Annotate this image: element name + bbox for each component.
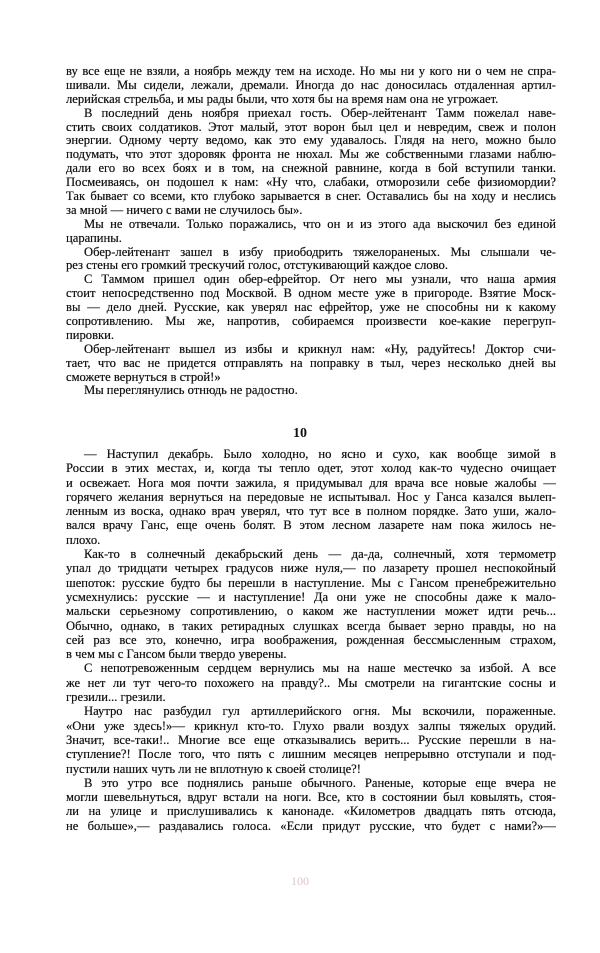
- text-line: пировки.: [66, 328, 115, 342]
- text-line: энергии. Одному черту ведомо, как это ему удавалось. Глядя на него, можно было: [66, 134, 556, 148]
- text-line: шивали. Мы сидели, лежали, дремали. Иногда до нас доносилась отдаленная артил-: [66, 78, 556, 92]
- text-line: Мы переглянулись отнюдь не радостно.: [84, 384, 298, 398]
- text-line: дали его во всех боях и в том, на снежной равнине, когда в бой вступили танки.: [66, 162, 556, 176]
- text-line: подумать, что этот здоровяк фронта не нюхал. Мы же собственными глазами наблю-: [66, 148, 556, 162]
- text-line: ленным из воска, однако врач уверял, что тут все в полном порядке. Зато уши, жало-: [66, 504, 556, 519]
- chapter-number: 10: [293, 426, 307, 441]
- text-line: стить своих солдатиков. Этот малый, этот ворон был цел и невредим, свеж и полон: [66, 120, 556, 134]
- text-line: усмехнулись: русские — и наступление! Да они уже не способны даже к мало-: [66, 589, 556, 604]
- paragraph: [66, 273, 556, 342]
- text-line: рез стены его громкий трескучий голос, отстукивающий каждое слово.: [66, 259, 448, 273]
- text-line: Так бывает со всеми, кто глубоко зарывается в снег. Оставались бы на ходу и неслись: [66, 190, 556, 204]
- text-line: С Таммом пришел один обер-ефрейтор. От него мы узнали, что наша армия: [84, 273, 556, 287]
- text-line: и освежает. Нога моя почти зажила, я придумывал для врача все новые жалобы —: [66, 475, 556, 490]
- paragraph: [66, 246, 556, 274]
- paragraph: [66, 547, 556, 661]
- text-line: Обер-лейтенант зашел в избу приободрить тяжелораненых. Мы слышали че-: [84, 245, 556, 259]
- paragraph: [66, 218, 556, 246]
- text-line: Обычно, однако, в таких ретирадных слушках всегда бывает зерно правды, но на: [66, 618, 556, 633]
- paragraph: [66, 776, 556, 833]
- text-section-1: [66, 65, 556, 398]
- text-line: сможете вернуться в строй!»: [66, 370, 221, 384]
- text-line: В это утро все поднялись раньше обычного. Раненые, которые еще вчера не: [84, 775, 556, 790]
- paragraph: [66, 343, 556, 385]
- text-line: Наутро нас разбудил гул артиллерийского огня. Мы вскочили, пораженные.: [84, 704, 556, 719]
- text-line: Как-то в солнечный декабрьский день — да-да, солнечный, хотя термометр: [84, 547, 556, 562]
- text-line: горячего желания вернуться на передовые не испытывал. Нос у Ганса казался вылеп-: [66, 489, 556, 504]
- text-line: грезили... грезили.: [66, 690, 166, 705]
- paragraph: [66, 384, 556, 398]
- text-line: плохо.: [66, 532, 101, 547]
- text-line: не больше»,— раздавались голоса. «Если придут русские, что будет с нами?»—: [66, 818, 556, 833]
- text-line: лерийская стрельба, и мы рады были, что хотя бы на время нам она не угрожает.: [66, 92, 499, 106]
- text-line: могли шевельнуться, вдруг встали на ноги. Все, кто в состоянии был ковылять, стоя-: [66, 790, 556, 805]
- text-line: Мы не отвечали. Только поражались, что он и из этого ада выскочил без единой: [84, 217, 556, 231]
- text-line: ступление?! После того, что пять с лишним месяцев непрерывно отступали и под-: [66, 747, 556, 762]
- text-line: же нет ли тут чего-то похожего на правду?.. Мы смотрели на гигантские сосны и: [66, 675, 556, 690]
- text-line: тает, что вас не придется отправлять на поправку в тыл, через несколько дней вы: [66, 356, 556, 370]
- text-line: С непотревоженным сердцем вернулись мы на наше местечко за избой. А все: [84, 661, 556, 676]
- text-line: царапины.: [66, 231, 122, 245]
- text-line: России в этих местах, и, когда ты тепло одет, этот холод как-то чудесно очищает: [66, 461, 556, 476]
- text-line: вы — дело дней. Русские, как уверял нас ефрейтор, уже не способны ни к какому: [66, 301, 556, 315]
- text-line: за мной — ничего с вами не случилось бы».: [66, 203, 303, 217]
- text-line: в чем мы с Гансом были твердо уверены.: [66, 647, 287, 662]
- text-section-2: [66, 447, 556, 833]
- text-line: Обер-лейтенант вышел из избы и крикнул нам: «Ну, радуйтесь! Доктор счи-: [84, 342, 556, 356]
- text-line: Значит, все-таки!.. Многие все еще отказывались верить... Русские перешли в на-: [66, 732, 556, 747]
- text-line: упал до тридцати четырех градусов ниже нуля,— по лазарету прошел неспокойный: [66, 561, 556, 576]
- text-line: сопротивлению. Мы же, напротив, собираемся произвести кое-какие перегруп-: [66, 315, 556, 329]
- page-number: 100: [291, 874, 309, 888]
- text-line: ву все еще не взяли, а ноябрь между тем на исходе. Но мы ни у кого ни о чем не спра-: [66, 65, 556, 78]
- paragraph: [66, 704, 556, 775]
- text-line: «Они уже здесь!»— крикнул кто-то. Глухо рвали воздух залпы тяжелых орудий.: [66, 718, 556, 733]
- paragraph: [66, 65, 556, 107]
- text-line: пустили наших чуть ли не вплотную к своей столице?!: [66, 761, 361, 776]
- text-line: шепоток: русские будто бы перешли в наступление. Мы с Гансом пренебрежительно: [66, 575, 556, 590]
- text-line: Посмеиваясь, он подошел к нам: «Ну что, слабаки, отморозили себе физиомордии?: [66, 176, 556, 190]
- text-line: ли на улице и прислушивались к канонаде. «Километров двадцать пять отсюда,: [66, 804, 556, 819]
- paragraph: [66, 107, 556, 218]
- paragraph: [66, 447, 556, 547]
- text-line: мальски серьезному сопротивлению, о каком же наступлении может идти речь...: [66, 604, 556, 619]
- text-line: В последний день ноября приехал гость. Обер-лейтенант Тамм пожелал наве-: [84, 106, 556, 120]
- text-line: сей раз все это, конечно, игра воображения, рожденная бессмысленным страхом,: [66, 632, 556, 647]
- text-line: вался врачу Ганс, еще очень болят. В этом лесном лазарете нам пока жилось не-: [66, 518, 556, 533]
- text-line: — Наступил декабрь. Было холодно, но ясно и сухо, как вообще зимой в: [84, 447, 556, 461]
- paragraph: [66, 661, 556, 704]
- text-line: стоит непосредственно под Москвой. В одном месте уже в пригороде. Взятие Моск-: [66, 287, 556, 301]
